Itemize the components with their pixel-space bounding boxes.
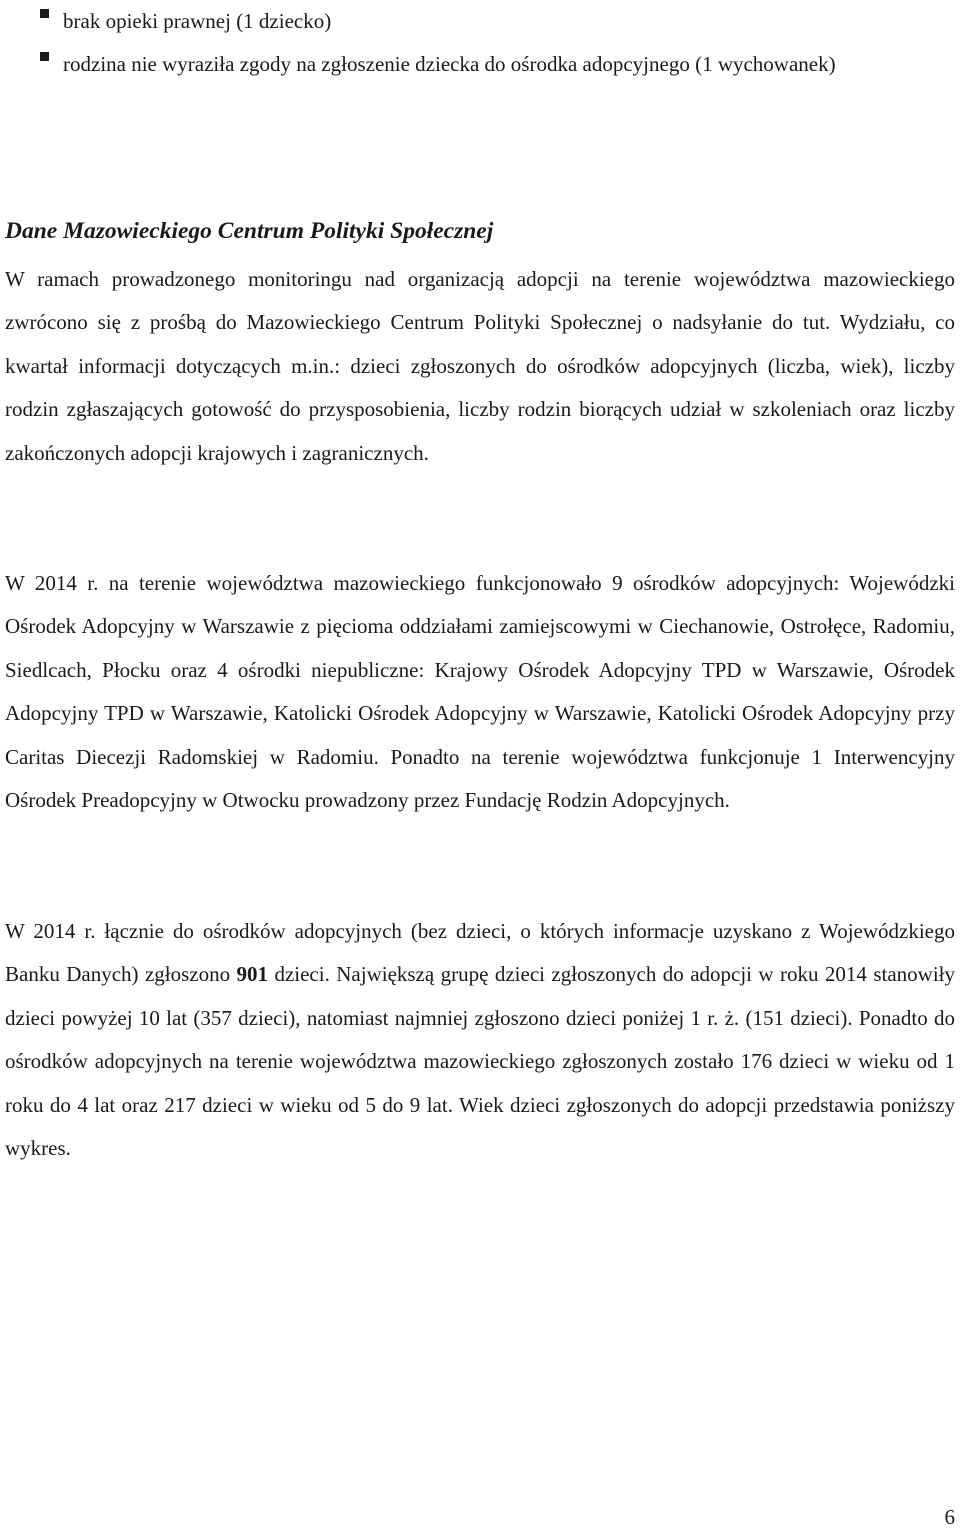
- square-bullet-icon: [40, 9, 49, 18]
- page-number: 6: [944, 1505, 955, 1529]
- bullet-item: [0, 0, 956, 43]
- paragraph-centers: W 2014 r. na terenie województwa mazowieckiego funkcjonowało 9 ośrodków adopcyjnych: Wojewódzki Ośrodek Adopcyjny w Warszawie z pięcioma oddziałami zamiejscowymi w Ciechanowie, Ostrołęce, Radomiu, Siedlcach, Płocku oraz 4 ośrodki niepubliczne: Krajowy Ośrodek Adopcyjny TPD w Warszawie, Ośrodek Adopcyjny TPD w Warszawie, Katolicki Ośrodek Adopcyjny w Warszawie, Katolicki Ośrodek Adopcyjny przy Caritas Diecezji Radomskiej w Radomiu. Ponadto na terenie województwa funkcjonuje 1 Interwencyjny Ośrodek Preadopcyjny w Otwocku prowadzony przez Fundację Rodzin Adopcyjnych.: [5, 571, 955, 813]
- paragraph-text-after: dzieci. Największą grupę dzieci zgłoszonych do adopcji w roku 2014 stanowiły dzieci powyżej 10 lat (357 dzieci), natomiast najmniej zgłoszono dzieci poniżej 1 r. ż. (151 dzieci). Ponadto do ośrodków adopcyjnych na terenie województwa mazowieckiego zgłoszonych zostało 176 dzieci w wieku od 1 roku do 4 lat oraz 217 dzieci w wieku od 5 do 9 lat. Wiek dzieci zgłoszonych do adopcji przedstawia poniższy wykres.: [5, 962, 955, 1161]
- bullet-list: [0, 0, 956, 86]
- square-bullet-icon: [40, 52, 49, 61]
- bullet-text: rodzina nie wyraziła zgody na zgłoszenie dziecka do ośrodka adopcyjnego (1 wychowanek): [63, 52, 836, 76]
- paragraph-statistics: [5, 910, 955, 1170]
- total-children-count: 901: [236, 962, 269, 987]
- bullet-text: brak opieki prawnej (1 dziecko): [63, 9, 332, 33]
- paragraph-text-before: W 2014 r. łącznie do ośrodków adopcyjnych (bez dzieci, o których informacje uzyskano z Wojewódzkiego Banku Danych) zgłoszono: [5, 919, 955, 987]
- paragraph-monitoring: W ramach prowadzonego monitoringu nad organizacją adopcji na terenie województwa mazowieckiego zwrócono się z prośbą do Mazowieckiego Centrum Polityki Społecznej o nadsyłanie do tut. Wydziału, co kwartał informacji dotyczących m.in.: dzieci zgłoszonych do ośrodków adopcyjnych (liczba, wiek), liczby rodzin zgłaszających gotowość do przysposobienia, liczby rodzin biorących udział w szkoleniach oraz liczby zakończonych adopcji krajowych i zagranicznych.: [5, 267, 955, 465]
- section-heading: Dane Mazowieckiego Centrum Polityki Społecznej: [5, 218, 494, 244]
- bullet-item: [0, 43, 956, 86]
